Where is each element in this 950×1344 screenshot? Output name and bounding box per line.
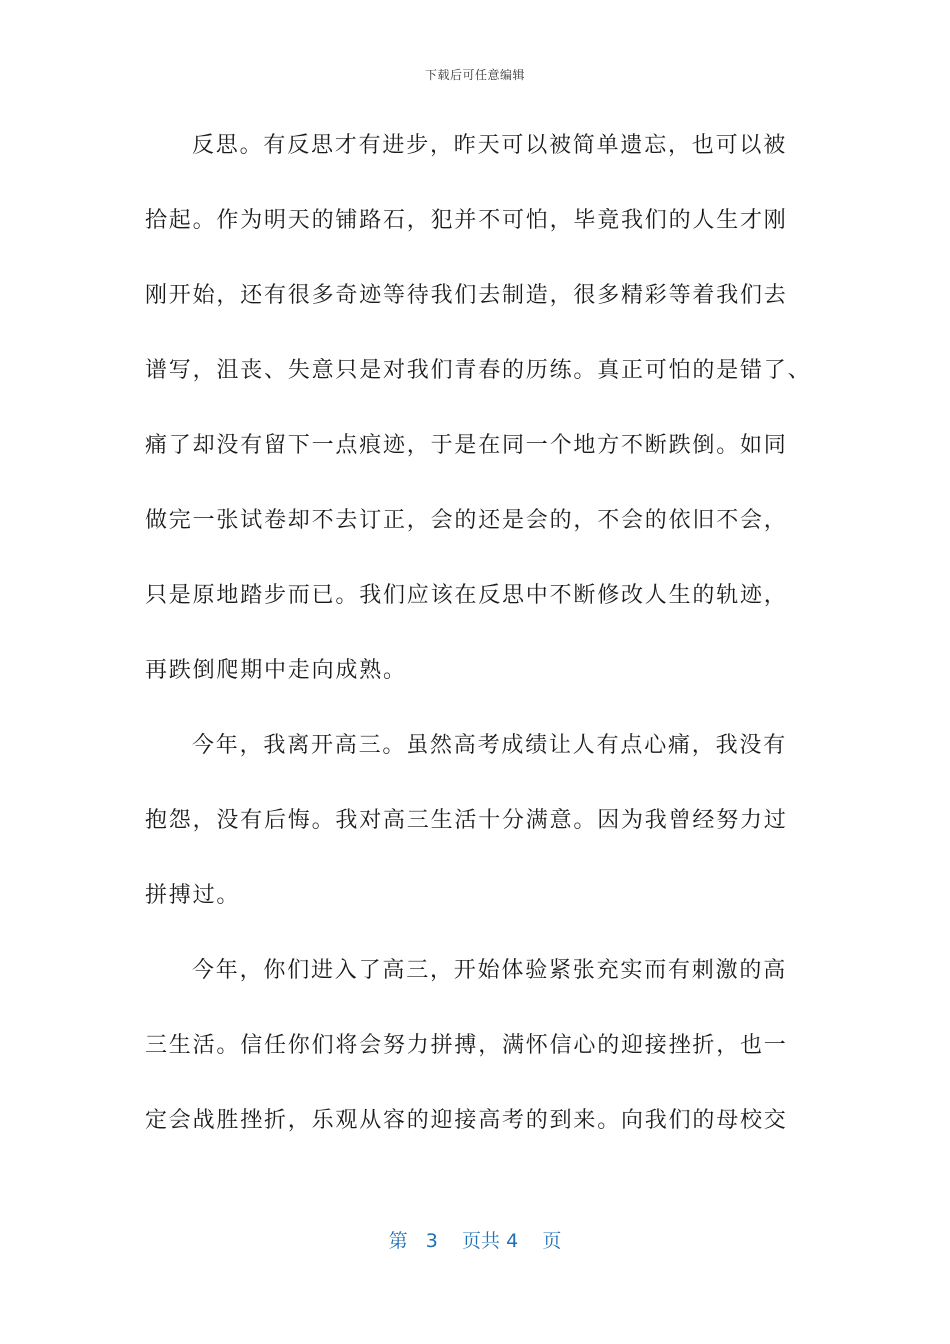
paragraph-1-line-4: 谱写，沮丧、失意只是对我们青春的历练。真正可怕的是错了、 [145,358,812,383]
footer-current-page: 3 [425,1230,438,1252]
page-header-note: 下载后可任意编辑 [424,68,525,82]
paragraph-1-line-8: 再跌倒爬期中走向成熟。 [145,658,407,683]
paragraph-3-line-2: 三生活。信任你们将会努力拼搏，满怀信心的迎接挫折，也一 [145,1033,788,1058]
paragraph-2-line-3: 拼搏过。 [145,883,241,908]
paragraph-3-line-1: 今年，你们进入了高三，开始体验紧张充实而有刺激的高 [192,958,788,983]
paragraph-1-line-5: 痛了却没有留下一点痕迹，于是在同一个地方不断跌倒。如同 [145,433,788,458]
footer-middle: 页共 [462,1230,501,1252]
paragraph-3-line-3: 定会战胜挫折，乐观从容的迎接高考的到来。向我们的母校交 [145,1108,788,1133]
paragraph-1-line-2: 拾起。作为明天的铺路石，犯并不可怕，毕竟我们的人生才刚 [145,208,788,233]
paragraph-1-line-6: 做完一张试卷却不去订正，会的还是会的，不会的依旧不会， [145,508,788,533]
paragraph-1-line-3: 刚开始，还有很多奇迹等待我们去制造，很多精彩等着我们去 [145,283,788,308]
footer-total-pages: 4 [506,1230,519,1252]
paragraph-2-line-1: 今年，我离开高三。虽然高考成绩让人有点心痛，我没有 [192,733,788,758]
footer-suffix: 页 [542,1230,562,1252]
footer-prefix: 第 [388,1230,408,1252]
paragraph-2-line-2: 抱怨，没有后悔。我对高三生活十分满意。因为我曾经努力过 [145,808,788,833]
page-number-footer [0,1226,950,1253]
paragraph-1-line-7: 只是原地踏步而已。我们应该在反思中不断修改人生的轨迹， [145,583,788,608]
paragraph-1-line-1: 反思。有反思才有进步，昨天可以被简单遗忘，也可以被 [192,133,788,158]
